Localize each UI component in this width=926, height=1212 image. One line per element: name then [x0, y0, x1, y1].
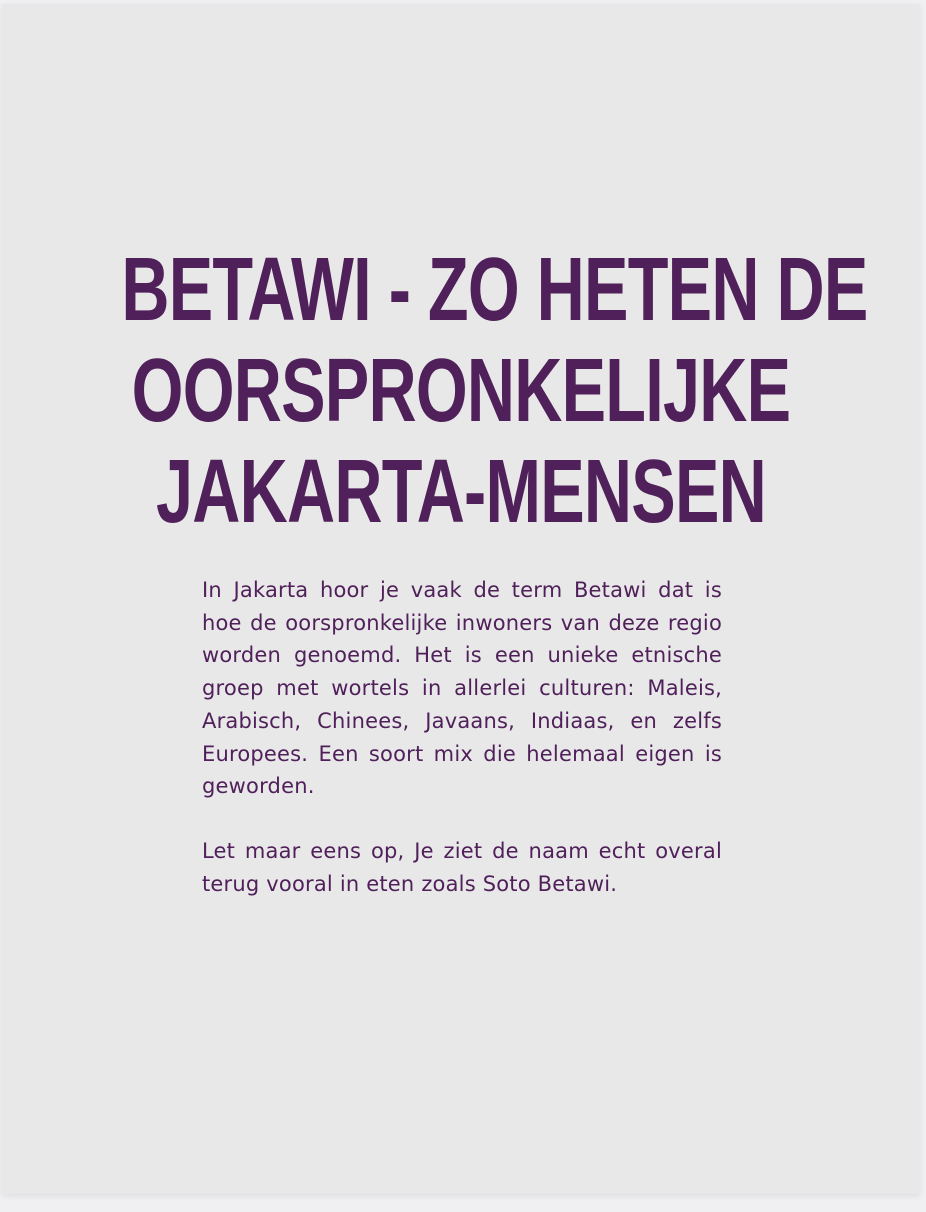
paragraph-1: In Jakarta hoor je vaak de term Betawi dat is hoe de oorspronkelijke inwoners van deze regio worden genoemd. Het is een unieke etnische groep met wortels in allerlei culturen: Maleis, Arabisch, Chinees, Javaans, Indiaas, en zelfs Europees. Een soort mix die helemaal eigen is geworden. [202, 578, 722, 799]
paragraph-2: Let maar eens op, Je ziet de naam echt overal terug vooral in eten zoals Soto Betawi. [202, 838, 722, 896]
title-line-2: OORSPRONKELIJKE [131, 341, 791, 441]
title-line-3: JAKARTA-MENSEN [155, 442, 767, 542]
document-page [2, 4, 920, 1194]
body-text [202, 574, 722, 932]
title-line-1: BETAWI - ZO HETEN DE [121, 240, 868, 340]
page-title [121, 240, 868, 543]
